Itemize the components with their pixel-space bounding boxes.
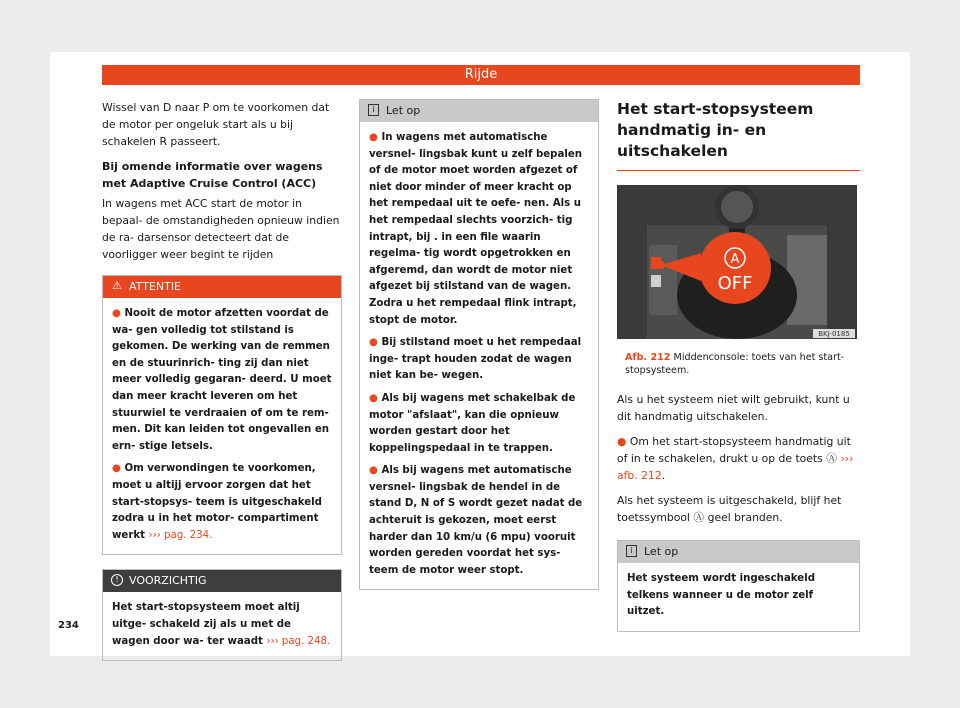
paragraph: Als u het systeem niet wilt gebruikt, kunt u dit handmatig uitschakelen. bbox=[617, 393, 850, 423]
page-reference[interactable]: ››› pag. 234. bbox=[148, 529, 213, 541]
page-number: 234 bbox=[58, 620, 79, 631]
attentie-body bbox=[103, 298, 341, 554]
caution-icon: ! bbox=[111, 574, 123, 586]
bullet-paragraph: ● Om het start-stopsysteem handmatig uit of in te schakelen, drukt u op de toets Ⓐ ››› afb. 212. bbox=[617, 435, 854, 482]
letop-body: Het systeem wordt ingeschakeld telkens wanneer u de motor zelf uitzet. bbox=[627, 573, 815, 618]
section-title: Het start-stopsysteem handmatig in- en uitschakelen bbox=[617, 99, 860, 171]
letop-header bbox=[360, 100, 598, 122]
figure bbox=[617, 185, 860, 377]
start-stop-icon: Ⓐ bbox=[826, 452, 838, 465]
list-item: ● Nooit de motor afzetten voordat de wa- gen volledig tot stilstand is gekomen. De werking van de remmen en de stuurinrich- ting zij dan niet meer volledig gegaran- deerd. U moet dan meer kracht leveren om het stuurwiel te verdraaien of om te rem- men. Dit kan leiden tot ongevallen en ern- stige letsels. bbox=[112, 308, 332, 452]
figure-label: Afb. 212 bbox=[625, 352, 671, 363]
figure-code: BKJ-0185 bbox=[818, 330, 850, 338]
attentie-header bbox=[103, 276, 341, 298]
center-console-image bbox=[617, 185, 857, 339]
start-stop-icon: Ⓐ bbox=[693, 511, 705, 524]
warning-icon: ⚠ bbox=[112, 279, 122, 292]
column-3 bbox=[617, 99, 860, 646]
paragraph: In wagens met ACC start de motor in bepaal- de omstandigheden opnieuw indien de ra- darsensor detecteert dat de voorligger weer begint te rijden bbox=[102, 197, 340, 261]
letop-header bbox=[618, 541, 859, 563]
list-item: ● Als bij wagens met automatische versnel- lingsbak de hendel in de stand D, N of S wordt gezet nadat de achteruit is gekozen, moet eerst harder dan 10 km/u (6 mpu) vooruit worden gereden voordat het sys- teem de motor weer stopt. bbox=[369, 465, 583, 576]
list-item: ● In wagens met automatische versnel- lingsbak kunt u zelf bepalen of de motor moet worden afgezet of niet door minder of meer kracht op het rempedaal uit te oefe- nen. Als u het rempedaal slechts voorzich- tig intrapt, bij . in een file waarin regelma- tig wordt opgetrokken en afgeremd, dan wordt de motor niet afgezet bij stilstand van de wagen. Zodra u het rempedaal flink intrapt, stopt de motor. bbox=[369, 132, 582, 326]
attentie-box bbox=[102, 275, 342, 555]
list-item: ● Als bij wagens met schakelbak de motor "afslaat", kan die opnieuw worden gestart door het koppelingspedaal in te trappen. bbox=[369, 392, 576, 454]
voorzichtig-header bbox=[103, 570, 341, 592]
subheading: Bij omende informatie over wagens met Adaptive Cruise Control (ACC) bbox=[102, 160, 323, 190]
letop-title: Let op bbox=[386, 104, 421, 117]
voorzichtig-title: VOORZICHTIG bbox=[129, 574, 207, 588]
button-a-label: A bbox=[730, 252, 740, 267]
voorzichtig-box bbox=[102, 569, 342, 661]
info-icon: i bbox=[626, 545, 637, 557]
list-item: ● Om verwondingen te voorkomen, moet u altijj ervoor zorgen dat het start-stopsys- teem is uitgeschakeld zodra u in het motor- compartiment werkt ››› pag. 234. bbox=[112, 463, 322, 541]
button-off-label: OFF bbox=[717, 273, 753, 294]
figure-reference[interactable]: ››› afb. 212 bbox=[617, 452, 854, 482]
letop-title: Let op bbox=[644, 545, 679, 558]
letop-box bbox=[359, 99, 599, 590]
column-1 bbox=[102, 99, 342, 675]
letop-box-2 bbox=[617, 540, 860, 632]
page-reference[interactable]: ››› pag. 248. bbox=[266, 635, 331, 647]
list-item: ● Bij stilstand moet u het rempedaal inge- trapt houden zodat de wagen niet kan be- wegen. bbox=[369, 337, 582, 382]
paragraph: Als het systeem is uitgeschakeld, blijf het toetssymbool Ⓐ geel branden. bbox=[617, 494, 842, 524]
letop-body bbox=[360, 122, 598, 589]
paragraph: Wissel van D naar P om te voorkomen dat de motor per ongeluk start als u bij schakelen R passeert. bbox=[102, 101, 330, 148]
figure-caption: Afb. 212 Middenconsole: toets van het start- stopsysteem. bbox=[625, 352, 845, 376]
voorzichtig-body: Het start-stopsysteem moet altij uitge- schakeld zij als u met de wagen door wa- ter waadt ››› pag. 248. bbox=[112, 602, 331, 647]
section-header: Rijde bbox=[102, 65, 860, 85]
column-2 bbox=[359, 99, 599, 604]
info-icon: i bbox=[368, 104, 379, 116]
attentie-title: ATTENTIE bbox=[129, 280, 182, 293]
